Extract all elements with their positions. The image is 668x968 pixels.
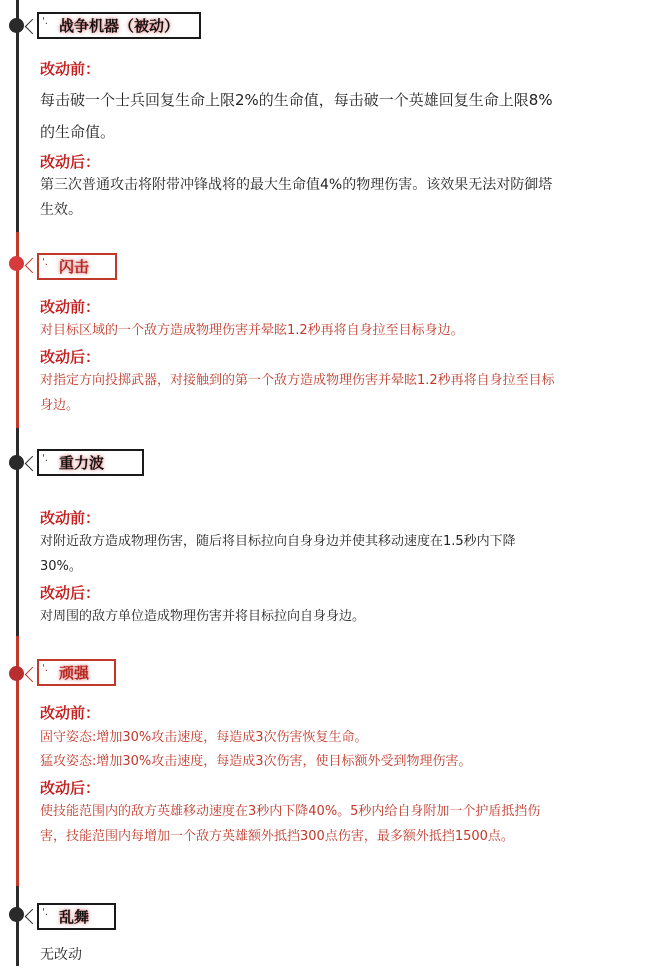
title-tick: '. (42, 453, 48, 464)
section-title-text: 顽强 (59, 664, 90, 682)
after-label: 改动后： (40, 348, 101, 366)
section-title (37, 12, 201, 39)
section-title (37, 903, 116, 930)
after-label: 改动后： (40, 584, 101, 602)
before-text: 对附近敌方造成物理伤害，随后将目标拉向自身身边并使其移动速度在1.5秒内下降30%。 (40, 534, 516, 574)
title-tick: '. (42, 16, 48, 27)
section-title-text: 闪击 (59, 258, 90, 276)
after-label: 改动后： (40, 779, 101, 797)
section-title-text: 乱舞 (59, 908, 90, 926)
before-text: 对目标区域的一个敌方造成物理伤害并晕眩1.2秒再将自身拉至目标身边。 (40, 323, 464, 338)
after-text: 第三次普通攻击将附带冲锋战将的最大生命值4%的物理伤害。该效果无法对防御塔生效。 (40, 177, 553, 218)
after-text: 对指定方向投掷武器，对接触到的第一个敌方造成物理伤害并晕眩1.2秒再将自身拉至目标身边。 (40, 373, 555, 413)
before-label: 改动前： (40, 704, 101, 722)
section-title (37, 659, 116, 686)
timeline-dot (9, 256, 24, 271)
timeline-dot (9, 455, 24, 470)
title-tick: '. (42, 663, 48, 674)
section-title (37, 449, 144, 476)
before-label: 改动前： (40, 298, 101, 316)
no-change-text: 无改动 (40, 947, 82, 963)
title-tick: '. (42, 257, 48, 268)
before-text: 每击破一个士兵回复生命上限2%的生命值，每击破一个英雄回复生命上限8%的生命值。 (40, 91, 553, 141)
title-tick: '. (42, 907, 48, 918)
timeline-dot (9, 907, 24, 922)
after-label: 改动后： (40, 153, 101, 171)
before-label: 改动前： (40, 509, 101, 527)
after-text: 对周围的敌方单位造成物理伤害并将目标拉向自身身边。 (40, 609, 366, 624)
section-title-text: 战争机器（被动） (59, 17, 180, 35)
timeline-line (16, 0, 19, 232)
section-title (37, 253, 117, 280)
timeline-dot (9, 666, 24, 681)
before-label: 改动前： (40, 60, 101, 78)
timeline-line (16, 886, 19, 966)
timeline-dot (9, 18, 24, 33)
before-text-line2: 猛攻姿态:增加30%攻击速度，每造成3次伤害，使目标额外受到物理伤害。 (40, 754, 472, 769)
after-text: 使技能范围内的敌方英雄移动速度在3秒内下降40%。5秒内给自身附加一个护盾抵挡伤害，技能范围内每增加一个敌方英雄额外抵挡300点伤害，最多额外抵挡1500点。 (40, 804, 541, 844)
before-text-line1: 固守姿态:增加30%攻击速度，每造成3次伤害恢复生命。 (40, 730, 368, 745)
section-title-text: 重力波 (59, 454, 105, 472)
